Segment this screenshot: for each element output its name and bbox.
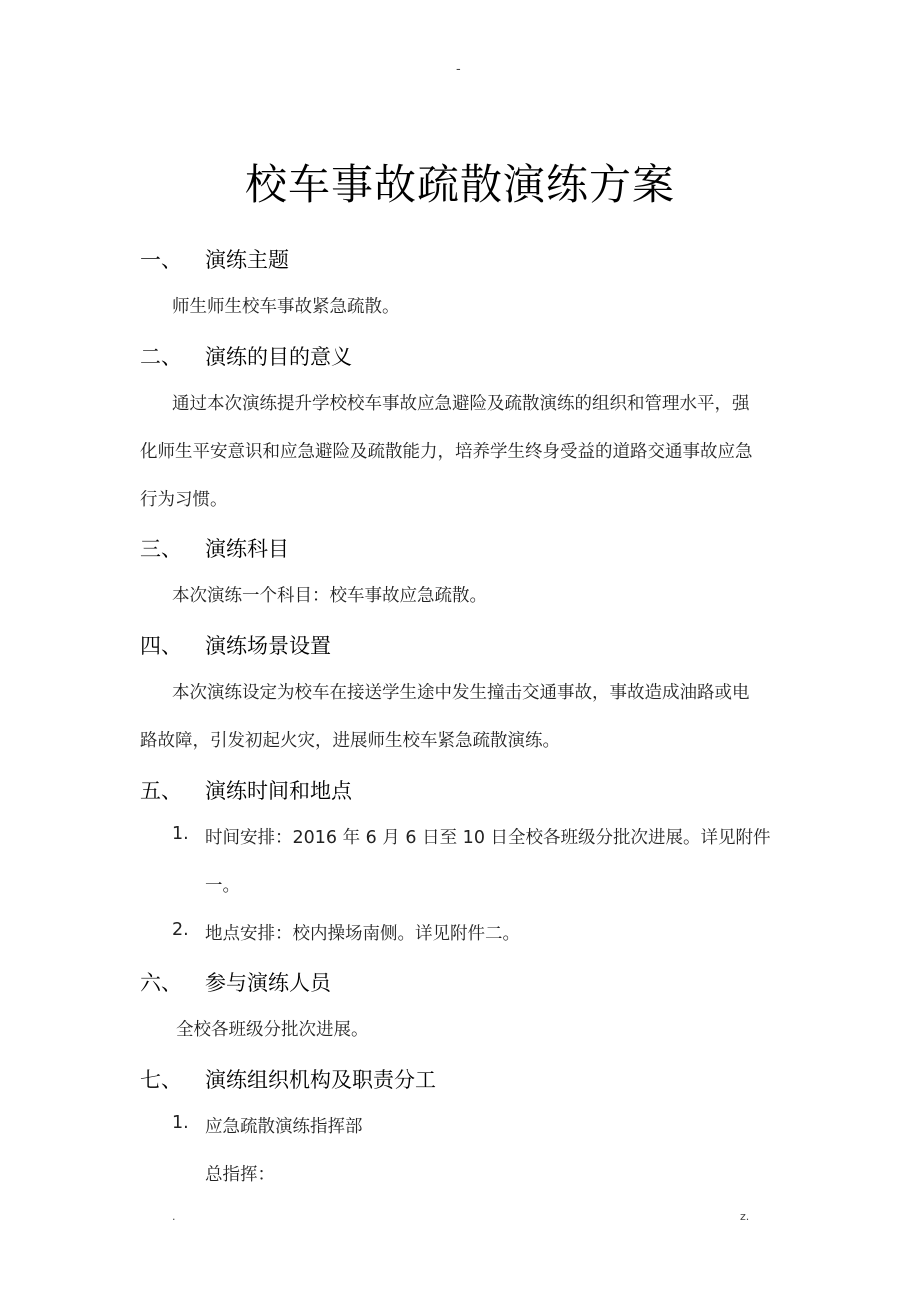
section-2-number: 二、 (140, 345, 182, 369)
section-7-item-1-text: 应急疏散演练指挥部 (205, 1117, 363, 1137)
footer-right-mark: z. (740, 1210, 750, 1223)
section-6-title: 参与演练人员 (205, 971, 331, 995)
section-5-item-2-number: 2. (172, 920, 189, 940)
section-4-paragraph-line-1: 本次演练设定为校车在接送学生途中发生撞击交通事故，事故造成油路或电 (172, 683, 750, 703)
section-3-number: 三、 (140, 537, 182, 561)
section-4-paragraph-line-2: 路故障，引发初起火灾，进展师生校车紧急疏散演练。 (140, 731, 560, 751)
section-2-title: 演练的目的意义 (205, 345, 352, 369)
section-5-item-1-line-2: 一。 (205, 876, 240, 896)
section-6-number: 六、 (140, 971, 182, 995)
section-2-paragraph-line-3: 行为习惯。 (140, 490, 228, 510)
section-1-number: 一、 (140, 248, 182, 272)
section-5-title: 演练时间和地点 (205, 779, 352, 803)
header-mark: - (456, 62, 461, 77)
section-4-title: 演练场景设置 (205, 634, 331, 658)
section-3-paragraph: 本次演练一个科目：校车事故应急疏散。 (172, 586, 487, 606)
section-5-item-1-line-1: 时间安排：2016 年 6 月 6 日至 10 日全校各班级分批次进展。详见附件 (205, 828, 771, 848)
section-5-number: 五、 (140, 779, 182, 803)
section-7-title: 演练组织机构及职责分工 (205, 1068, 436, 1092)
section-1-title: 演练主题 (205, 248, 289, 272)
section-6-paragraph: 全校各班级分批次进展。 (176, 1020, 369, 1040)
section-2-paragraph-line-2: 化师生平安意识和应急避险及疏散能力，培养学生终身受益的道路交通事故应急 (140, 442, 753, 462)
section-7-item-1-sub: 总指挥： (205, 1165, 275, 1185)
section-5-item-1-number: 1. (172, 824, 189, 844)
section-4-number: 四、 (140, 634, 182, 658)
section-7-number: 七、 (140, 1068, 182, 1092)
footer-left-mark: . (172, 1210, 176, 1223)
section-3-title: 演练科目 (205, 537, 289, 561)
section-2-paragraph-line-1: 通过本次演练提升学校校车事故应急避险及疏散演练的组织和管理水平，强 (172, 394, 750, 414)
document-title: 校车事故疏散演练方案 (244, 160, 675, 209)
section-7-item-1-number: 1. (172, 1113, 189, 1133)
section-5-item-2-text: 地点安排：校内操场南侧。详见附件二。 (205, 924, 520, 944)
section-1-paragraph: 师生师生校车事故紧急疏散。 (172, 297, 400, 317)
